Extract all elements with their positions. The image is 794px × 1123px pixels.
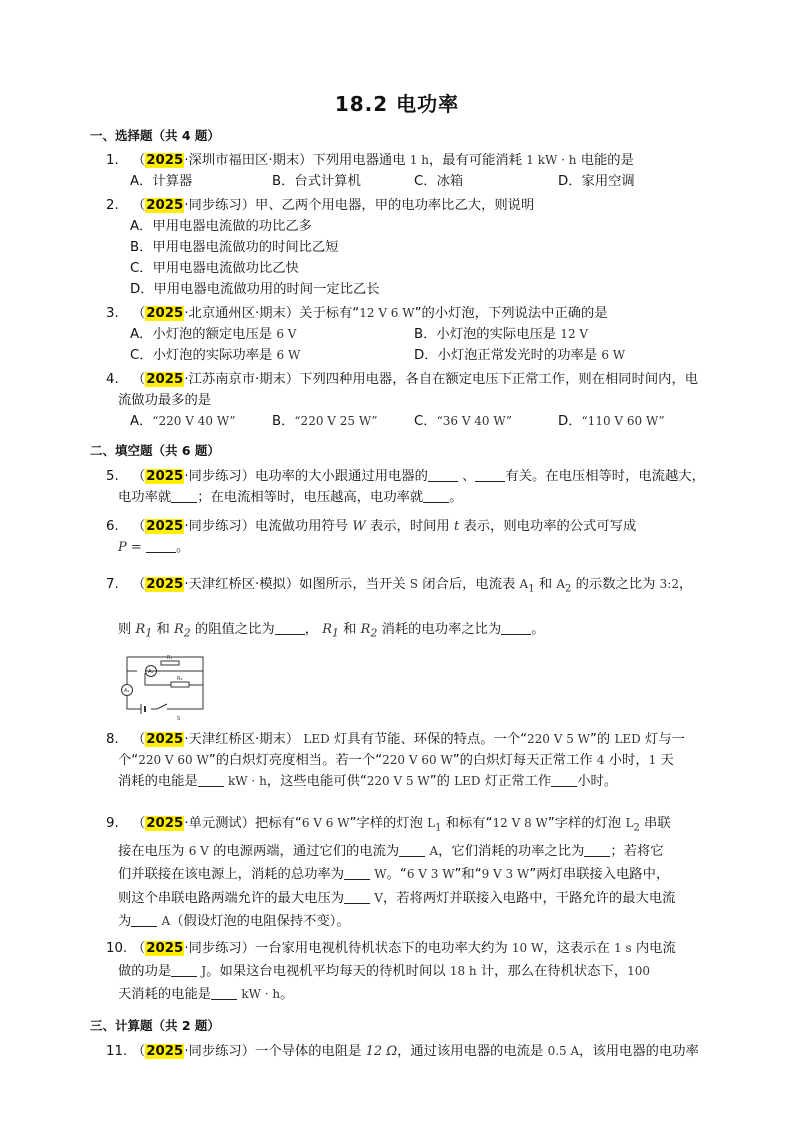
circuit-label-r1: R₁ [167, 655, 173, 661]
math-value: 1 h [409, 153, 429, 167]
question-text: ”的小灯泡，下列说法中正确的是 [414, 306, 608, 321]
symbol-letter: A [556, 577, 566, 591]
question-text: 电功率的大小跟通过用电器的 [255, 469, 428, 484]
question-text: 。 [280, 987, 294, 1002]
question-text: 表示，时间用 [369, 519, 450, 534]
question-source: ·天津红桥区·模拟） [184, 577, 300, 592]
question-text: 闭合后，电流表 [422, 577, 516, 592]
question-text: 做的功是 [118, 964, 172, 979]
circuit-diagram [117, 651, 209, 723]
symbol-subscript: 1 [435, 822, 442, 834]
math-symbol [519, 577, 535, 595]
math-value: 12 Ω [365, 1044, 398, 1059]
question-number: 11. [106, 1044, 128, 1059]
question-text: 把标有“ [255, 816, 302, 831]
question-text: 接在电压为 [118, 843, 185, 859]
question-text: 则这个串联电路两端允许的最大电压为 [118, 890, 345, 906]
year-highlight: 2025 [146, 198, 184, 213]
math-symbol: P = [118, 540, 142, 555]
question-number: 4. [106, 372, 119, 387]
math-symbol [173, 622, 191, 640]
question-text: 们并联接在该电源上，消耗的总功率为 [118, 867, 345, 883]
answer-blank[interactable] [551, 773, 577, 787]
year-highlight: 2025 [146, 469, 184, 484]
question-text: 和 [538, 577, 553, 592]
year-highlight: 2025 [146, 816, 184, 831]
question-text: 关于标有“ [299, 306, 360, 321]
question-text: 灯正常工作 [484, 774, 552, 789]
question-text: 的电源两端，通过它们的电流为 [213, 843, 400, 859]
question-source: ·同步练习） [184, 941, 256, 956]
section-heading-fill: 二、填空题（共 6 题） [90, 443, 220, 458]
option-d: D．甲用电器电流做功用的时间一定比乙长 [130, 282, 380, 297]
math-value: V [374, 890, 383, 905]
question-text: 串联 [644, 816, 671, 831]
symbol-subscript: 2 [370, 626, 378, 640]
question-text: （假设灯泡的电阻保持不变）。 [170, 914, 350, 930]
math-value: kW · h [241, 987, 281, 1001]
option-d [558, 411, 665, 432]
question-1: 1. （2025·深圳市福田区·期末）下列用电器通电 1 h，最有可能消耗 1 kW · h 电能的是 A．计算器 B．台式计算机 C．冰箱 D．家用空调 [106, 150, 712, 192]
answer-blank[interactable] [344, 890, 370, 904]
question-text: ，这些电能可供“ [266, 774, 367, 789]
math-value: 6 V 3 W [406, 867, 455, 882]
math-symbol: W [352, 519, 366, 534]
question-number: 10. [106, 941, 128, 956]
symbol-letter: A [519, 577, 529, 591]
circuit-label-a1: A₁ [124, 688, 130, 694]
option-c [414, 411, 512, 432]
circuit-label-a2: A₂ [148, 669, 154, 675]
question-source: ·同步练习） [184, 1044, 256, 1059]
question-text: ”的 [429, 774, 450, 789]
question-text: 小时。 [577, 774, 618, 789]
question-7: 7. （2025·天津红桥区·模拟）如图所示，当开关 S 闭合后，电流表 $A_1$ 和 $A_2$ 的示数之比为 3:2， 则 $R_1$ 和 $R_2$ 的阻值之比为 ， $R_1$ 和 $R_2$ 消耗的电功率之比为 。 [106, 574, 712, 644]
question-text: 。 [449, 490, 463, 505]
math-symbol [556, 577, 572, 595]
question-text: ，它们消耗的功率之比为 [438, 843, 585, 859]
question-source: ·同步练习） [184, 198, 256, 213]
math-value: 1 [648, 753, 657, 767]
math-value: 12 V 6 W [359, 306, 415, 320]
math-value: A [161, 914, 171, 929]
math-value: W [374, 867, 387, 882]
page-title: 18.2 电功率 [334, 92, 460, 116]
question-text: 。如果这台电视机平均每天的待机时间以 [206, 964, 446, 979]
circuit-label-r2: R₂ [177, 676, 183, 682]
question-text: ，最有可能消耗 [428, 153, 523, 168]
option-a: A．甲用电器电流做的功比乙多 [130, 219, 312, 234]
question-text: ”字样的灯泡 [547, 816, 622, 831]
question-text: 电能的是 [580, 153, 634, 168]
answer-blank[interactable] [211, 986, 237, 1000]
question-text: ， [678, 577, 693, 592]
option-a: A．计算器 [130, 174, 193, 189]
question-text: 下列用电器通电 [312, 153, 406, 168]
question-text: ，通过该用电器的电流是 [397, 1044, 544, 1059]
question-number: 2. [106, 198, 119, 213]
option-b [272, 411, 378, 432]
answer-blank[interactable] [131, 913, 157, 927]
question-text: 。 [176, 540, 190, 555]
question-number: 5. [106, 469, 119, 484]
circuit-label-s: S [177, 716, 181, 722]
question-8: 8. （2025·天津红桥区·期末） LED 灯具有节能、环保的特点。一个“220 V 5 W”的 LED 灯与一 个“220 V 60 W”的白炽灯亮度相当。若一个“220 V 60 W”的白炽灯每天正常工作 4 小时，1 天 消耗的电能是 kW · h，这些电能可供“220 V 5 W”的 LED 灯正常工作 小时。 [106, 729, 712, 792]
question-text: ，该用电器的电功率 [579, 1044, 699, 1059]
question-text: 电流做功用符号 [255, 519, 349, 534]
symbol-subscript: 2 [633, 822, 640, 834]
question-text: 天 [660, 753, 674, 768]
question-6: 6. （2025·同步练习）电流做功用符号 W 表示，时间用 t 表示，则电功率的公式可写成 P = 。 [106, 516, 712, 558]
option-b: B．甲用电器电流做功的时间比乙短 [130, 240, 339, 255]
section-heading-calc: 三、计算题（共 2 题） [90, 1018, 220, 1033]
option-a [130, 324, 296, 345]
question-text: 消耗的电能是 [118, 774, 198, 789]
question-text: 的示数之比为 [575, 577, 656, 592]
option-c [130, 345, 300, 366]
question-text: 个“ [118, 753, 139, 768]
math-value: 220 V 5 W [366, 774, 430, 788]
option-b [414, 324, 588, 345]
symbol-subscript: 2 [565, 583, 572, 595]
math-value: 3:2 [659, 577, 679, 591]
question-number: 3. [106, 306, 119, 321]
option-d: D．家用空调 [558, 174, 635, 189]
answer-blank[interactable] [501, 621, 531, 635]
question-text: 小时， [608, 753, 649, 768]
question-9: 9. （2025·单元测试）把标有“6 V 6 W”字样的灯泡 $L_1$ 和标有“12 V 8 W”字样的灯泡 $L_2$ 串联 接在电压为 6 V 的电源两端，通过它们的电流为 A，它们消耗的功率之比为 ；若将它 们并联接在该电源上，消耗的总功率为 W。“6 V 3 W”和“9 V 3 W”两灯串联接入电路中， 则这个串联电路两端允许的最大电压为 V，若将两灯并联接入电路中，干路允许的最大电流 为 A（假设灯泡的电阻保持不变）。 [106, 812, 712, 934]
math-value: 4 [596, 753, 605, 767]
option-b: B．台式计算机 [272, 174, 361, 189]
math-value: 12 V 8 W [492, 816, 548, 830]
math-value: A [429, 843, 439, 858]
answer-blank[interactable] [584, 843, 610, 857]
question-number: 1. [106, 153, 119, 168]
option-text: B． [272, 414, 295, 429]
question-text: 内电流 [635, 941, 676, 956]
year-highlight: 2025 [146, 519, 184, 534]
math-value: 6 V 6 W [301, 816, 350, 830]
question-text: 天消耗的电能是 [118, 987, 212, 1002]
math-value: 6 V [188, 843, 209, 858]
math-symbol [427, 816, 442, 834]
question-text: ”的白炽灯每天正常工作 [452, 753, 593, 768]
option-text: A．小灯泡的额定电压是 [130, 327, 273, 342]
math-symbol: t [453, 519, 460, 534]
option-text: B．小灯泡的实际电压是 [414, 327, 557, 342]
option-a [130, 411, 236, 432]
question-text: 表示，则电功率的公式可写成 [463, 519, 637, 534]
question-number: 8. [106, 732, 119, 747]
question-text: 计，那么在待机状态下， [480, 964, 628, 979]
question-text: 。 [531, 622, 545, 638]
math-value: 220 V 60 W [382, 753, 453, 767]
math-value: 12 V [560, 327, 589, 341]
option-text: D．小灯泡正常发光时的功率是 [414, 348, 598, 363]
question-text: ”字样的灯泡 [349, 816, 423, 831]
math-value: 6 W [601, 348, 626, 362]
math-value: 18 h [449, 964, 477, 978]
question-text: 流做功最多的是 [118, 393, 212, 408]
question-text: 下列四种用电器，各自在额定电压下正常工作，则在相同时间内，电 [299, 372, 699, 387]
question-10: 10. （2025·同步练习）一台家用电视机待机状态下的电功率大约为 10 W，这表示在 1 s 内电流 做的功是 J。如果这台电视机平均每天的待机时间以 18 h 计，那么在待机状态下，100 天消耗的电能是 kW · h。 [106, 937, 712, 1006]
math-value: “220 V 40 W” [152, 414, 236, 428]
year-highlight: 2025 [146, 1044, 184, 1059]
symbol-letter: L [427, 816, 436, 830]
math-value: 1 kW · h [526, 153, 577, 167]
answer-blank[interactable] [475, 468, 505, 482]
year-highlight: 2025 [146, 732, 184, 747]
year-highlight: 2025 [146, 153, 184, 168]
year-highlight: 2025 [146, 941, 184, 956]
answer-blank[interactable] [423, 489, 449, 503]
question-text: 一台家用电视机待机状态下的电功率大约为 [255, 941, 508, 956]
question-3: 3. （2025·北京通州区·期末）关于标有“12 V 6 W”的小灯泡，下列说法中正确的是 A．小灯泡的额定电压是 6 V B．小灯泡的实际电压是 12 V C．小灯泡的实际功率是 6 W D．小灯泡正常发光时的功率是 6 W [106, 303, 712, 366]
math-symbol [625, 816, 640, 834]
math-value: 6 W [276, 348, 301, 362]
math-value: 1 s [614, 941, 632, 955]
circuit-wire [127, 695, 141, 709]
question-source: ·江苏南京市·期末） [184, 372, 300, 387]
math-value: LED [614, 732, 641, 746]
question-text: 。“ [386, 867, 407, 883]
question-source: ·天津红桥区·期末） [184, 732, 300, 747]
symbol-subscript: 1 [528, 583, 535, 595]
math-value: “36 V 40 W” [436, 414, 513, 428]
resistor-r2 [171, 682, 189, 687]
question-text: ；若将它 [610, 843, 664, 859]
year-highlight: 2025 [146, 577, 184, 592]
math-value: 220 V 5 W [527, 732, 591, 746]
math-value: “110 V 60 W” [581, 414, 665, 428]
math-value: 6 V [276, 327, 297, 341]
question-text: 灯具有节能、环保的特点。一个“ [333, 732, 528, 747]
question-text: 为 [118, 914, 132, 930]
option-text: C．小灯泡的实际功率是 [130, 348, 273, 363]
question-text: 的阻值之比为 [194, 622, 275, 638]
question-source: ·深圳市福田区·期末） [184, 153, 313, 168]
question-text: ”两灯串联接入电路中， [529, 867, 670, 883]
question-number: 9. [106, 816, 119, 831]
answer-blank[interactable] [198, 773, 224, 787]
question-text: 则 [118, 622, 132, 638]
option-c: C．甲用电器电流做功比乙快 [130, 261, 299, 276]
question-text: ”的白炽灯亮度相当。若一个“ [208, 753, 383, 768]
symbol-letter: R [135, 622, 146, 638]
question-text: ，这表示在 [543, 941, 610, 956]
symbol-subscript: 1 [332, 626, 339, 640]
question-text: 灯与一 [645, 732, 685, 747]
question-11: 11. （2025·同步练习）一个导体的电阻是 12 Ω，通过该用电器的电流是 0.5 A，该用电器的电功率 [106, 1041, 712, 1062]
question-text: 消耗的电功率之比为 [381, 622, 502, 638]
question-text: 和 [343, 622, 357, 638]
question-text: 如图所示，当开关 [299, 577, 406, 592]
symbol-subscript: 1 [145, 626, 153, 640]
math-symbol [135, 622, 153, 640]
question-number: 6. [106, 519, 119, 534]
question-text: 和 [156, 622, 170, 638]
question-text: 一个导体的电阻是 [255, 1044, 362, 1059]
math-symbol [360, 622, 378, 640]
symbol-subscript: 2 [183, 626, 191, 640]
question-source: ·单元测试） [184, 816, 256, 831]
answer-blank[interactable] [428, 468, 458, 482]
question-text: ”的 [590, 732, 611, 747]
question-source: ·同步练习） [184, 519, 256, 534]
option-text: D． [558, 414, 582, 429]
question-text: 和标有“ [445, 816, 493, 831]
answer-blank[interactable] [344, 866, 370, 880]
symbol-letter: R [322, 622, 333, 638]
option-d [414, 345, 625, 366]
question-source: ·同步练习） [184, 469, 256, 484]
question-text: ，若将两灯并联接入电路中，干路允许的最大电流 [382, 890, 676, 906]
math-value: 0.5 A [547, 1044, 580, 1058]
answer-blank[interactable] [399, 843, 425, 857]
question-text: 有关。在电压相等时，电流越大， [505, 469, 705, 484]
question-number: 7. [106, 577, 119, 592]
question-4: 4. （2025·江苏南京市·期末）下列四种用电器，各自在额定电压下正常工作，则在相同时间内，电 流做功最多的是 A．“220 V 40 W” B．“220 V 25 W” C．“36 V 40 W” D．“110 V 60 W” [106, 369, 712, 432]
answer-blank[interactable] [171, 489, 197, 503]
section-heading-choice: 一、选择题（共 4 题） [90, 128, 220, 143]
symbol-letter: R [360, 622, 371, 638]
question-2: 2. （2025·同步练习）甲、乙两个用电器，甲的电功率比乙大，则说明 A．甲用电器电流做的功比乙多 B．甲用电器电流做功的时间比乙短 C．甲用电器电流做功比乙快 D．甲用电器电流做功用的时间一定比乙长 [106, 195, 712, 300]
math-value: “220 V 25 W” [294, 414, 378, 428]
math-value: 9 V 3 W [481, 867, 530, 882]
answer-blank[interactable] [171, 963, 197, 977]
year-highlight: 2025 [146, 306, 184, 321]
switch-s [157, 704, 167, 709]
symbol-letter: R [173, 622, 184, 638]
answer-blank[interactable] [146, 539, 176, 553]
question-text: 、 [462, 469, 476, 484]
option-text: A． [130, 414, 153, 429]
math-value: kW · h [228, 774, 267, 788]
math-value: LED [454, 774, 481, 788]
math-value: 10 W [511, 941, 544, 955]
question-source: ·北京通州区·期末） [184, 306, 300, 321]
symbol-letter: L [625, 816, 634, 830]
answer-blank[interactable] [275, 621, 305, 635]
math-value: J [201, 964, 207, 978]
question-text: 电功率就 [118, 490, 172, 505]
question-text: 甲、乙两个用电器，甲的电功率比乙大，则说明 [255, 198, 535, 213]
math-value: 220 V 60 W [138, 753, 209, 767]
option-text: C． [414, 414, 437, 429]
math-value: 100 [627, 964, 651, 978]
question-5: 5. （2025·同步练习）电功率的大小跟通过用电器的 、 有关。在电压相等时，电流越大， 电功率就 ；在电流相等时，电压越高，电功率就 。 [106, 466, 712, 508]
question-text: ；在电流相等时，电压越高，电功率就 [197, 490, 424, 505]
year-highlight: 2025 [146, 372, 184, 387]
math-symbol: S [409, 577, 418, 591]
option-c: C．冰箱 [414, 174, 464, 189]
resistor-r1 [161, 661, 179, 665]
question-text: ”和“ [454, 867, 482, 883]
math-value: LED [303, 732, 330, 746]
math-symbol [322, 622, 339, 640]
